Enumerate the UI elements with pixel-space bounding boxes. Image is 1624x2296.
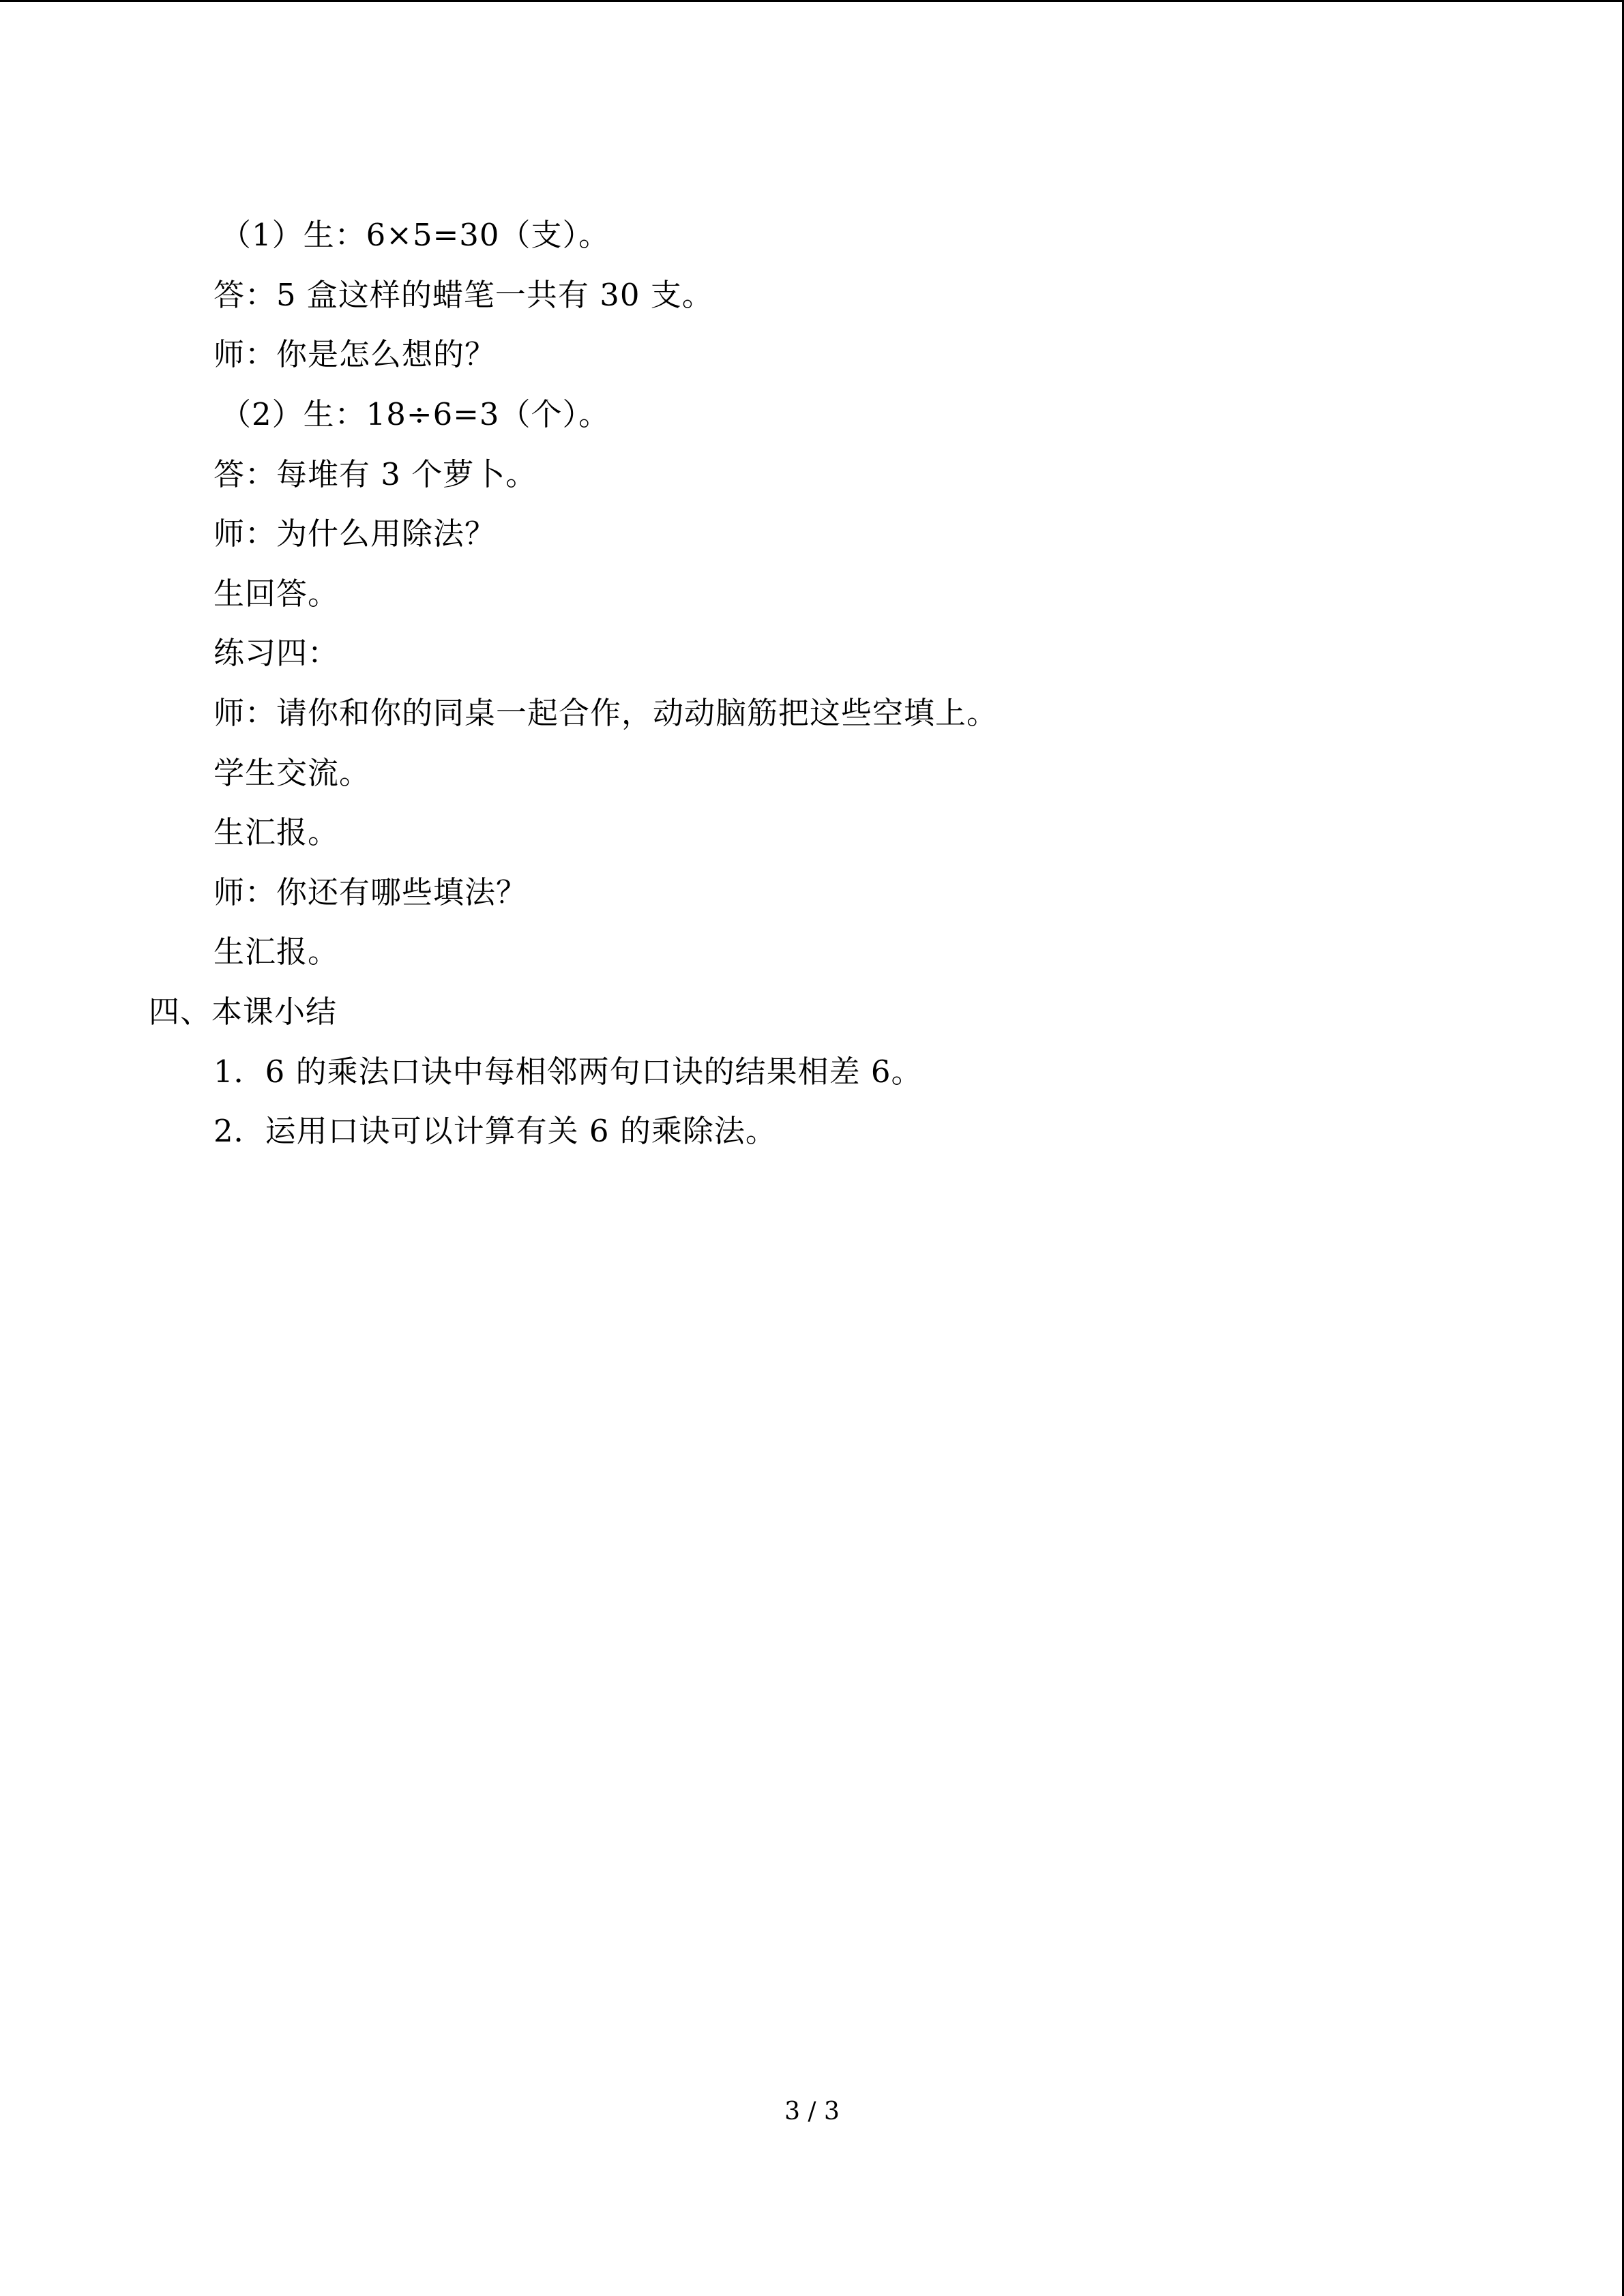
section-heading: 四、本课小结	[149, 994, 338, 1030]
text-line: 师：为什么用除法？	[213, 516, 497, 552]
page-number: 3 / 3	[784, 2098, 840, 2126]
text-line: 师：你是怎么想的？	[213, 336, 497, 372]
text-line: 师：你还有哪些填法？	[213, 874, 528, 910]
text-line: 答：5 盒这样的蜡笔一共有 30 支。	[213, 277, 713, 313]
text-line: 答：每堆有 3 个萝卜。	[213, 456, 537, 492]
text-line: 练习四：	[213, 635, 340, 671]
summary-item: 1．6 的乘法口诀中每相邻两句口诀的结果相差 6。	[213, 1054, 923, 1090]
text-line: 学生交流。	[213, 755, 371, 791]
text-line: （1）生：6×5=30（支）。	[220, 217, 610, 253]
summary-item: 2．运用口诀可以计算有关 6 的乘除法。	[213, 1113, 777, 1149]
text-line: 生汇报。	[213, 814, 340, 850]
text-line: 生汇报。	[213, 934, 340, 970]
text-line: 生回答。	[213, 576, 340, 612]
text-line: 师：请你和你的同桌一起合作，动动脑筋把这些空填上。	[213, 695, 999, 731]
text-line: （2）生：18÷6=3（个）。	[220, 396, 610, 432]
